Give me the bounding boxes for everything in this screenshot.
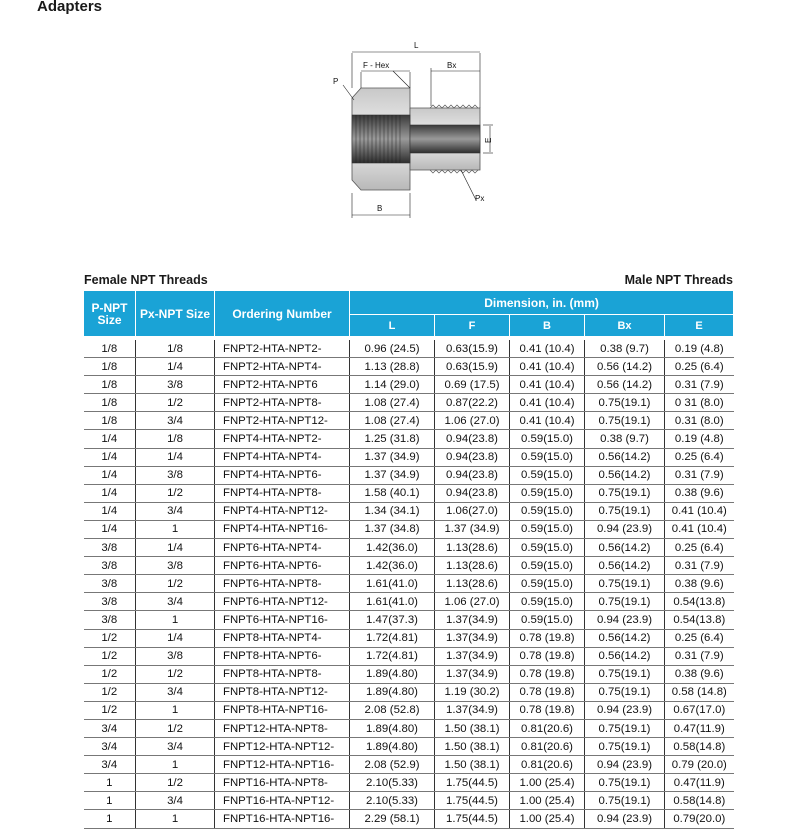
cell-F: 0.87(22.2) bbox=[435, 394, 510, 412]
cell-L: 2.08 (52.8) bbox=[350, 701, 435, 719]
cell-F: 0.63(15.9) bbox=[435, 338, 510, 358]
cell-F: 0.94(23.8) bbox=[435, 466, 510, 484]
cell-pnpt: 3/4 bbox=[84, 719, 136, 737]
cell-ordering: FNPT8-HTA-NPT8- bbox=[215, 665, 350, 683]
cell-B: 0.59(15.0) bbox=[510, 502, 585, 520]
cell-ordering: FNPT8-HTA-NPT6- bbox=[215, 647, 350, 665]
cell-L: 1.89(4.80) bbox=[350, 683, 435, 701]
cell-F: 0.94(23.8) bbox=[435, 448, 510, 466]
cell-Bx: 0.94 (23.9) bbox=[585, 611, 665, 629]
dim-label-P: P bbox=[333, 77, 339, 86]
cell-B: 0.59(15.0) bbox=[510, 557, 585, 575]
cell-ordering: FNPT12-HTA-NPT8- bbox=[215, 719, 350, 737]
cell-L: 1.08 (27.4) bbox=[350, 412, 435, 430]
cell-ordering: FNPT8-HTA-NPT12- bbox=[215, 683, 350, 701]
table-row bbox=[84, 756, 734, 774]
cell-B: 0.59(15.0) bbox=[510, 520, 585, 538]
cell-B: 0.81(20.6) bbox=[510, 738, 585, 756]
cell-E: 0.54(13.8) bbox=[665, 593, 734, 611]
cell-pxnpt: 3/4 bbox=[136, 738, 215, 756]
cell-B: 0.59(15.0) bbox=[510, 575, 585, 593]
cell-E: 0.25 (6.4) bbox=[665, 448, 734, 466]
cell-Bx: 0.75(19.1) bbox=[585, 792, 665, 810]
cell-E: 0.25 (6.4) bbox=[665, 358, 734, 376]
cell-L: 0.96 (24.5) bbox=[350, 338, 435, 358]
cell-pxnpt: 3/4 bbox=[136, 502, 215, 520]
cell-Bx: 0.75(19.1) bbox=[585, 738, 665, 756]
cell-Bx: 0.56 (14.2) bbox=[585, 376, 665, 394]
cell-Bx: 0.75(19.1) bbox=[585, 719, 665, 737]
cell-L: 1.58 (40.1) bbox=[350, 484, 435, 502]
female-threads-heading: Female NPT Threads bbox=[84, 273, 208, 287]
cell-pxnpt: 3/8 bbox=[136, 376, 215, 394]
cell-pxnpt: 1/4 bbox=[136, 448, 215, 466]
cell-pxnpt: 1/2 bbox=[136, 484, 215, 502]
cell-Bx: 0.94 (23.9) bbox=[585, 520, 665, 538]
cell-ordering: FNPT6-HTA-NPT6- bbox=[215, 557, 350, 575]
cell-pnpt: 1/4 bbox=[84, 448, 136, 466]
dim-label-Px: Px bbox=[475, 194, 485, 203]
cell-E: 0.31 (7.9) bbox=[665, 647, 734, 665]
table-row bbox=[84, 338, 734, 358]
cell-pnpt: 3/8 bbox=[84, 539, 136, 557]
cell-pnpt: 1/4 bbox=[84, 502, 136, 520]
cell-F: 1.50 (38.1) bbox=[435, 719, 510, 737]
cell-F: 1.75(44.5) bbox=[435, 774, 510, 792]
cell-F: 1.06 (27.0) bbox=[435, 412, 510, 430]
cell-Bx: 0.56(14.2) bbox=[585, 557, 665, 575]
cell-E: 0.38 (9.6) bbox=[665, 484, 734, 502]
cell-F: 1.37(34.9) bbox=[435, 629, 510, 647]
cell-pxnpt: 1/8 bbox=[136, 430, 215, 448]
cell-pxnpt: 3/4 bbox=[136, 683, 215, 701]
cell-pnpt: 1/2 bbox=[84, 683, 136, 701]
cell-E: 0.25 (6.4) bbox=[665, 629, 734, 647]
table-row bbox=[84, 665, 734, 683]
cell-ordering: FNPT16-HTA-NPT8- bbox=[215, 774, 350, 792]
cell-ordering: FNPT4-HTA-NPT6- bbox=[215, 466, 350, 484]
cell-B: 1.00 (25.4) bbox=[510, 810, 585, 828]
cell-L: 1.37 (34.9) bbox=[350, 466, 435, 484]
cell-E: 0.67(17.0) bbox=[665, 701, 734, 719]
header-E: E bbox=[665, 315, 734, 339]
cell-ordering: FNPT6-HTA-NPT16- bbox=[215, 611, 350, 629]
cell-ordering: FNPT12-HTA-NPT16- bbox=[215, 756, 350, 774]
header-B: B bbox=[510, 315, 585, 339]
cell-B: 0.59(15.0) bbox=[510, 484, 585, 502]
table-row bbox=[84, 629, 734, 647]
cell-L: 1.25 (31.8) bbox=[350, 430, 435, 448]
table-body bbox=[84, 338, 734, 828]
cell-E: 0.31 (7.9) bbox=[665, 557, 734, 575]
cell-F: 1.06 (27.0) bbox=[435, 593, 510, 611]
cell-pnpt: 1/8 bbox=[84, 376, 136, 394]
cell-pnpt: 1/8 bbox=[84, 394, 136, 412]
cell-Bx: 0.75(19.1) bbox=[585, 412, 665, 430]
cell-B: 0.41 (10.4) bbox=[510, 412, 585, 430]
cell-F: 1.37(34.9) bbox=[435, 611, 510, 629]
cell-L: 1.13 (28.8) bbox=[350, 358, 435, 376]
cell-E: 0.25 (6.4) bbox=[665, 539, 734, 557]
cell-E: 0.47(11.9) bbox=[665, 719, 734, 737]
cell-B: 0.59(15.0) bbox=[510, 466, 585, 484]
cell-Bx: 0.56(14.2) bbox=[585, 647, 665, 665]
table-row bbox=[84, 557, 734, 575]
cell-B: 1.00 (25.4) bbox=[510, 792, 585, 810]
cell-pxnpt: 1 bbox=[136, 701, 215, 719]
adapter-diagram bbox=[330, 38, 505, 223]
table-row bbox=[84, 484, 734, 502]
cell-E: 0.38 (9.6) bbox=[665, 575, 734, 593]
cell-L: 2.08 (52.9) bbox=[350, 756, 435, 774]
table-row bbox=[84, 593, 734, 611]
cell-ordering: FNPT2-HTA-NPT2- bbox=[215, 338, 350, 358]
cell-L: 2.10(5.33) bbox=[350, 774, 435, 792]
cell-pnpt: 1/8 bbox=[84, 358, 136, 376]
dim-label-B: B bbox=[377, 204, 383, 213]
cell-E: 0.58(14.8) bbox=[665, 792, 734, 810]
cell-pxnpt: 1/2 bbox=[136, 665, 215, 683]
cell-Bx: 0.75(19.1) bbox=[585, 394, 665, 412]
cell-E: 0.79(20.0) bbox=[665, 810, 734, 828]
dim-label-L: L bbox=[414, 41, 419, 50]
cell-Bx: 0.94 (23.9) bbox=[585, 756, 665, 774]
cell-E: 0.41 (10.4) bbox=[665, 520, 734, 538]
cell-pxnpt: 1/4 bbox=[136, 358, 215, 376]
table-row bbox=[84, 358, 734, 376]
male-threads-heading: Male NPT Threads bbox=[624, 273, 733, 287]
cell-ordering: FNPT2-HTA-NPT4- bbox=[215, 358, 350, 376]
cell-E: 0.47(11.9) bbox=[665, 774, 734, 792]
table-row bbox=[84, 575, 734, 593]
cell-pxnpt: 3/8 bbox=[136, 557, 215, 575]
cell-F: 1.19 (30.2) bbox=[435, 683, 510, 701]
table-row bbox=[84, 394, 734, 412]
cell-pnpt: 1/8 bbox=[84, 412, 136, 430]
cell-ordering: FNPT2-HTA-NPT12- bbox=[215, 412, 350, 430]
cell-pxnpt: 1 bbox=[136, 810, 215, 828]
cell-pxnpt: 1/4 bbox=[136, 539, 215, 557]
cell-Bx: 0.75(19.1) bbox=[585, 774, 665, 792]
cell-B: 0.59(15.0) bbox=[510, 448, 585, 466]
cell-B: 0.78 (19.8) bbox=[510, 683, 585, 701]
cell-L: 1.72(4.81) bbox=[350, 647, 435, 665]
cell-F: 0.69 (17.5) bbox=[435, 376, 510, 394]
dim-label-F: F - Hex bbox=[363, 61, 390, 70]
cell-L: 1.89(4.80) bbox=[350, 665, 435, 683]
cell-E: 0.31 (8.0) bbox=[665, 412, 734, 430]
cell-F: 1.06(27.0) bbox=[435, 502, 510, 520]
cell-B: 0.59(15.0) bbox=[510, 611, 585, 629]
table-row bbox=[84, 701, 734, 719]
cell-F: 1.13(28.6) bbox=[435, 557, 510, 575]
cell-B: 0.59(15.0) bbox=[510, 430, 585, 448]
cell-B: 0.41 (10.4) bbox=[510, 376, 585, 394]
cell-Bx: 0.56(14.2) bbox=[585, 539, 665, 557]
cell-pnpt: 1/4 bbox=[84, 430, 136, 448]
cell-ordering: FNPT8-HTA-NPT16- bbox=[215, 701, 350, 719]
table-row bbox=[84, 683, 734, 701]
cell-pxnpt: 1/2 bbox=[136, 394, 215, 412]
cell-pnpt: 1/4 bbox=[84, 520, 136, 538]
cell-L: 1.42(36.0) bbox=[350, 557, 435, 575]
through-bore bbox=[410, 125, 480, 153]
cell-B: 0.78 (19.8) bbox=[510, 647, 585, 665]
dim-label-E: E bbox=[484, 137, 493, 143]
table-row bbox=[84, 466, 734, 484]
cell-pxnpt: 1/2 bbox=[136, 774, 215, 792]
cell-Bx: 0.38 (9.7) bbox=[585, 430, 665, 448]
table-row bbox=[84, 647, 734, 665]
cell-L: 1.47(37.3) bbox=[350, 611, 435, 629]
cell-Bx: 0.38 (9.7) bbox=[585, 338, 665, 358]
cell-B: 0.59(15.0) bbox=[510, 593, 585, 611]
dim-label-Bx: Bx bbox=[447, 61, 457, 70]
table-row bbox=[84, 774, 734, 792]
cell-B: 1.00 (25.4) bbox=[510, 774, 585, 792]
cell-F: 1.37 (34.9) bbox=[435, 520, 510, 538]
cell-ordering: FNPT4-HTA-NPT8- bbox=[215, 484, 350, 502]
cell-ordering: FNPT16-HTA-NPT12- bbox=[215, 792, 350, 810]
table-row bbox=[84, 539, 734, 557]
cell-ordering: FNPT4-HTA-NPT16- bbox=[215, 520, 350, 538]
cell-F: 1.50 (38.1) bbox=[435, 756, 510, 774]
cell-L: 2.10(5.33) bbox=[350, 792, 435, 810]
cell-B: 0.41 (10.4) bbox=[510, 358, 585, 376]
cell-ordering: FNPT4-HTA-NPT12- bbox=[215, 502, 350, 520]
cell-F: 0.94(23.8) bbox=[435, 484, 510, 502]
cell-pxnpt: 1 bbox=[136, 756, 215, 774]
cell-F: 1.37(34.9) bbox=[435, 665, 510, 683]
cell-L: 1.89(4.80) bbox=[350, 719, 435, 737]
cell-E: 0.41 (10.4) bbox=[665, 502, 734, 520]
cell-ordering: FNPT6-HTA-NPT8- bbox=[215, 575, 350, 593]
cell-Bx: 0.56(14.2) bbox=[585, 448, 665, 466]
cell-L: 1.42(36.0) bbox=[350, 539, 435, 557]
cell-Bx: 0.94 (23.9) bbox=[585, 701, 665, 719]
cell-pxnpt: 1/8 bbox=[136, 338, 215, 358]
cell-Bx: 0.75(19.1) bbox=[585, 484, 665, 502]
cell-pxnpt: 1/4 bbox=[136, 629, 215, 647]
cell-Bx: 0.75(19.1) bbox=[585, 593, 665, 611]
cell-pnpt: 3/8 bbox=[84, 611, 136, 629]
cell-B: 0.81(20.6) bbox=[510, 719, 585, 737]
header-pnpt: P-NPT Size bbox=[84, 291, 136, 339]
female-bore bbox=[352, 115, 410, 163]
cell-pxnpt: 3/8 bbox=[136, 647, 215, 665]
cell-Bx: 0.56 (14.2) bbox=[585, 358, 665, 376]
cell-pxnpt: 1/2 bbox=[136, 575, 215, 593]
cell-pnpt: 1 bbox=[84, 792, 136, 810]
cell-pxnpt: 3/4 bbox=[136, 412, 215, 430]
table-row bbox=[84, 792, 734, 810]
cell-Bx: 0.75(19.1) bbox=[585, 665, 665, 683]
cell-L: 1.08 (27.4) bbox=[350, 394, 435, 412]
cell-F: 1.13(28.6) bbox=[435, 575, 510, 593]
table-row bbox=[84, 719, 734, 737]
cell-pnpt: 1 bbox=[84, 810, 136, 828]
cell-F: 1.75(44.5) bbox=[435, 792, 510, 810]
cell-Bx: 0.75(19.1) bbox=[585, 575, 665, 593]
table-row bbox=[84, 611, 734, 629]
cell-B: 0.78 (19.8) bbox=[510, 701, 585, 719]
cell-ordering: FNPT8-HTA-NPT4- bbox=[215, 629, 350, 647]
cell-pnpt: 1/2 bbox=[84, 647, 136, 665]
cell-B: 0.41 (10.4) bbox=[510, 338, 585, 358]
cell-pxnpt: 3/4 bbox=[136, 593, 215, 611]
cell-Bx: 0.56(14.2) bbox=[585, 629, 665, 647]
cell-B: 0.41 (10.4) bbox=[510, 394, 585, 412]
cell-pnpt: 1/4 bbox=[84, 484, 136, 502]
table-row bbox=[84, 412, 734, 430]
cell-pnpt: 3/4 bbox=[84, 756, 136, 774]
table-row bbox=[84, 738, 734, 756]
cell-L: 1.37 (34.8) bbox=[350, 520, 435, 538]
cell-E: 0.31 (7.9) bbox=[665, 466, 734, 484]
cell-pnpt: 1/4 bbox=[84, 466, 136, 484]
cell-pxnpt: 3/8 bbox=[136, 466, 215, 484]
spec-table bbox=[83, 290, 734, 829]
cell-E: 0.19 (4.8) bbox=[665, 430, 734, 448]
cell-L: 2.29 (58.1) bbox=[350, 810, 435, 828]
table-row bbox=[84, 448, 734, 466]
header-L: L bbox=[350, 315, 435, 339]
cell-Bx: 0.75(19.1) bbox=[585, 683, 665, 701]
cell-Bx: 0.75(19.1) bbox=[585, 502, 665, 520]
cell-B: 0.78 (19.8) bbox=[510, 629, 585, 647]
cell-Bx: 0.94 (23.9) bbox=[585, 810, 665, 828]
cell-B: 0.78 (19.8) bbox=[510, 665, 585, 683]
cell-pxnpt: 1 bbox=[136, 611, 215, 629]
cell-pxnpt: 3/4 bbox=[136, 792, 215, 810]
cell-pnpt: 3/8 bbox=[84, 557, 136, 575]
cell-ordering: FNPT6-HTA-NPT12- bbox=[215, 593, 350, 611]
page-title: Adapters bbox=[37, 0, 103, 15]
cell-F: 1.50 (38.1) bbox=[435, 738, 510, 756]
cell-E: 0.38 (9.6) bbox=[665, 665, 734, 683]
cell-ordering: FNPT2-HTA-NPT6 bbox=[215, 376, 350, 394]
cell-L: 1.61(41.0) bbox=[350, 593, 435, 611]
header-dimension: Dimension, in. (mm) bbox=[350, 291, 734, 315]
cell-ordering: FNPT4-HTA-NPT4- bbox=[215, 448, 350, 466]
table-row bbox=[84, 376, 734, 394]
cell-E: 0.58(14.8) bbox=[665, 738, 734, 756]
cell-pxnpt: 1 bbox=[136, 520, 215, 538]
header-F: F bbox=[435, 315, 510, 339]
cell-pnpt: 3/8 bbox=[84, 593, 136, 611]
cell-pnpt: 1 bbox=[84, 774, 136, 792]
cell-E: 0.54(13.8) bbox=[665, 611, 734, 629]
cell-L: 1.37 (34.9) bbox=[350, 448, 435, 466]
header-pxnpt: Px-NPT Size bbox=[136, 291, 215, 339]
cell-E: 0 31 (8.0) bbox=[665, 394, 734, 412]
cell-F: 0.63(15.9) bbox=[435, 358, 510, 376]
cell-L: 1.14 (29.0) bbox=[350, 376, 435, 394]
cell-F: 0.94(23.8) bbox=[435, 430, 510, 448]
cell-pnpt: 1/8 bbox=[84, 338, 136, 358]
cell-ordering: FNPT2-HTA-NPT8- bbox=[215, 394, 350, 412]
cell-E: 0.31 (7.9) bbox=[665, 376, 734, 394]
cell-F: 1.37(34.9) bbox=[435, 647, 510, 665]
cell-E: 0.58 (14.8) bbox=[665, 683, 734, 701]
table-row bbox=[84, 430, 734, 448]
cell-B: 0.81(20.6) bbox=[510, 756, 585, 774]
cell-E: 0.79 (20.0) bbox=[665, 756, 734, 774]
cell-L: 1.34 (34.1) bbox=[350, 502, 435, 520]
cell-F: 1.13(28.6) bbox=[435, 539, 510, 557]
cell-ordering: FNPT4-HTA-NPT2- bbox=[215, 430, 350, 448]
table-row bbox=[84, 810, 734, 828]
cell-L: 1.72(4.81) bbox=[350, 629, 435, 647]
header-ordering: Ordering Number bbox=[215, 291, 350, 339]
table-row bbox=[84, 502, 734, 520]
cell-pxnpt: 1/2 bbox=[136, 719, 215, 737]
table-row bbox=[84, 520, 734, 538]
cell-pnpt: 1/2 bbox=[84, 629, 136, 647]
cell-ordering: FNPT6-HTA-NPT4- bbox=[215, 539, 350, 557]
cell-F: 1.37(34.9) bbox=[435, 701, 510, 719]
cell-pnpt: 1/2 bbox=[84, 665, 136, 683]
cell-pnpt: 3/4 bbox=[84, 738, 136, 756]
cell-ordering: FNPT12-HTA-NPT12- bbox=[215, 738, 350, 756]
cell-Bx: 0.56(14.2) bbox=[585, 466, 665, 484]
cell-L: 1.89(4.80) bbox=[350, 738, 435, 756]
cell-pnpt: 1/2 bbox=[84, 701, 136, 719]
cell-F: 1.75(44.5) bbox=[435, 810, 510, 828]
header-Bx: Bx bbox=[585, 315, 665, 339]
cell-pnpt: 3/8 bbox=[84, 575, 136, 593]
cell-L: 1.61(41.0) bbox=[350, 575, 435, 593]
cell-ordering: FNPT16-HTA-NPT16- bbox=[215, 810, 350, 828]
cell-B: 0.59(15.0) bbox=[510, 539, 585, 557]
cell-E: 0.19 (4.8) bbox=[665, 338, 734, 358]
